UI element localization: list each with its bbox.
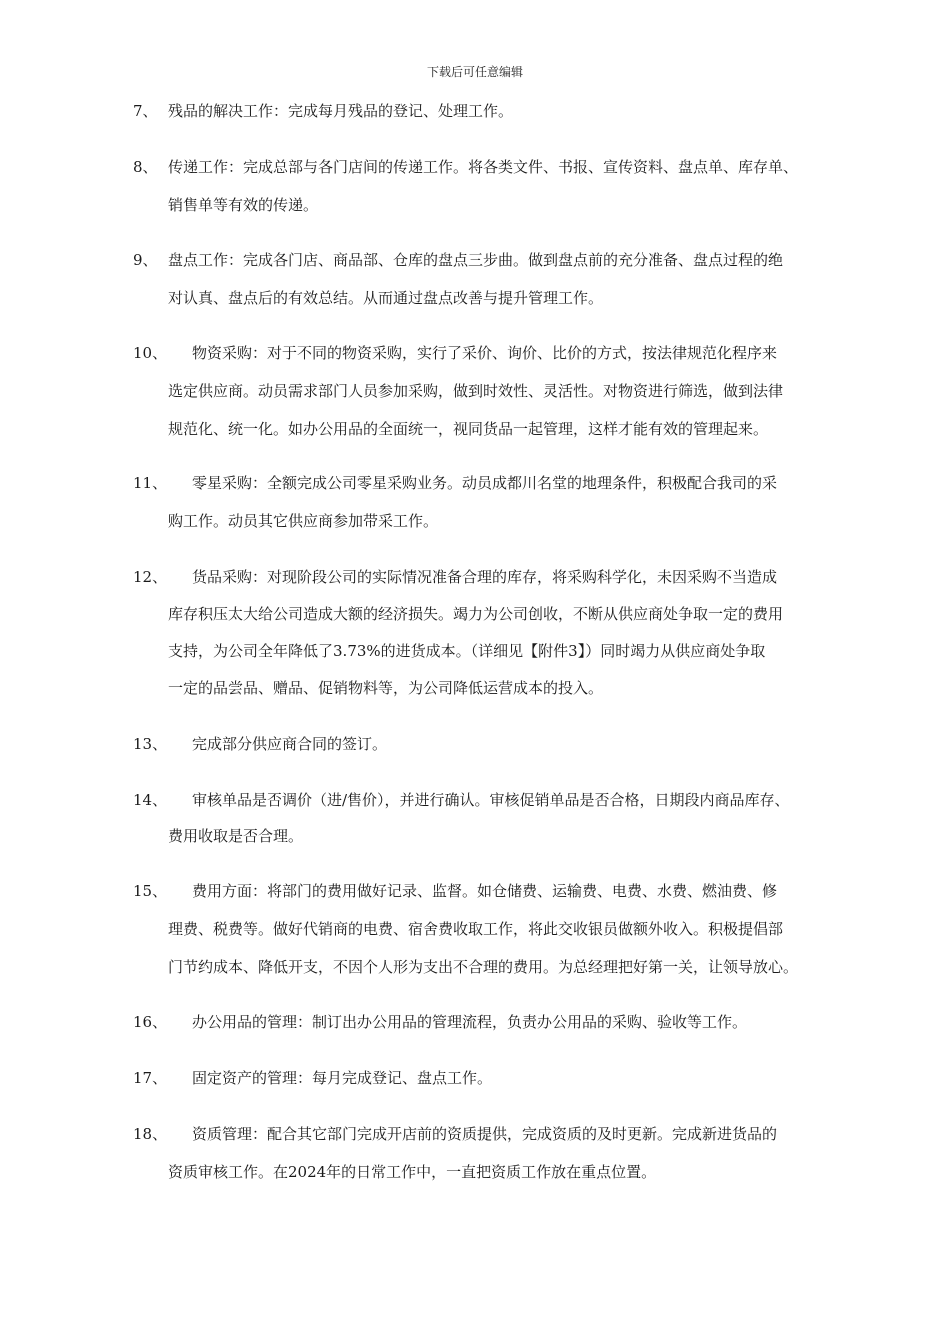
item-text-line: 物资采购：对于不同的物资采购，实行了采价、询价、比价的方式，按法律规范化程序来 [192,344,778,362]
item-text-line: 零星采购：全额完成公司零星采购业务。动员成都川名堂的地理条件，积极配合我司的采 [192,474,778,492]
item-number: 18、 [133,1125,168,1143]
item-text-line: 资质审核工作。在2024年的日常工作中，一直把资质工作放在重点位置。 [168,1163,657,1181]
item-text-line: 支持，为公司全年降低了3.73%的进货成本。（详细见【附件3】）同时竭力从供应商处争取 [168,642,766,660]
item-text-line: 理费、税费等。做好代销商的电费、宿舍费收取工作，将此交收银员做额外收入。积极提倡部 [168,920,784,938]
item-text-line: 一定的品尝品、赠品、促销物料等，为公司降低运营成本的投入。 [168,679,604,697]
page-header: 下载后可任意编辑 [426,65,523,79]
item-number: 8、 [133,158,158,176]
item-text-line: 审核单品是否调价（进/售价），并进行确认。审核促销单品是否合格，日期段内商品库存、 [192,791,790,809]
item-text-line: 门节约成本、降低开支，不因个人形为支出不合理的费用。为总经理把好第一关，让领导放心。 [168,958,799,976]
item-text-line: 残品的解决工作：完成每月残品的登记、处理工作。 [168,102,514,120]
item-text-line: 费用收取是否合理。 [168,827,304,845]
item-text-line: 办公用品的管理：制订出办公用品的管理流程，负责办公用品的采购、验收等工作。 [192,1013,748,1031]
item-text-line: 选定供应商。动员需求部门人员参加采购，做到时效性、灵活性。对物资进行筛选，做到法律 [168,382,784,400]
item-text-line: 销售单等有效的传递。 [168,196,319,214]
item-text-line: 规范化、统一化。如办公用品的全面统一，视同货品一起管理，这样才能有效的管理起来。 [168,420,769,438]
item-number: 11、 [133,474,168,492]
item-number: 10、 [133,344,168,362]
item-number: 12、 [133,568,168,586]
item-number: 13、 [133,735,168,753]
item-text-line: 盘点工作：完成各门店、商品部、仓库的盘点三步曲。做到盘点前的充分准备、盘点过程的绝 [168,251,784,269]
item-text-line: 资质管理：配合其它部门完成开店前的资质提供，完成资质的及时更新。完成新进货品的 [192,1125,778,1143]
item-number: 14、 [133,791,168,809]
item-text-line: 完成部分供应商合同的签订。 [192,735,388,753]
item-number: 7、 [133,102,158,120]
item-number: 17、 [133,1069,168,1087]
item-text-line: 购工作。动员其它供应商参加带采工作。 [168,512,439,530]
item-text-line: 固定资产的管理：每月完成登记、盘点工作。 [192,1069,493,1087]
item-number: 15、 [133,882,168,900]
item-number: 9、 [133,251,158,269]
item-number: 16、 [133,1013,168,1031]
item-text-line: 库存积压太大给公司造成大额的经济损失。竭力为公司创收，不断从供应商处争取一定的费用 [168,605,784,623]
item-text-line: 对认真、盘点后的有效总结。从而通过盘点改善与提升管理工作。 [168,289,604,307]
item-text-line: 传递工作：完成总部与各门店间的传递工作。将各类文件、书报、宣传资料、盘点单、库存单、 [168,158,799,176]
item-text-line: 费用方面：将部门的费用做好记录、监督。如仓储费、运输费、电费、水费、燃油费、修 [192,882,778,900]
item-text-line: 货品采购：对现阶段公司的实际情况准备合理的库存，将采购科学化，未因采购不当造成 [192,568,778,586]
